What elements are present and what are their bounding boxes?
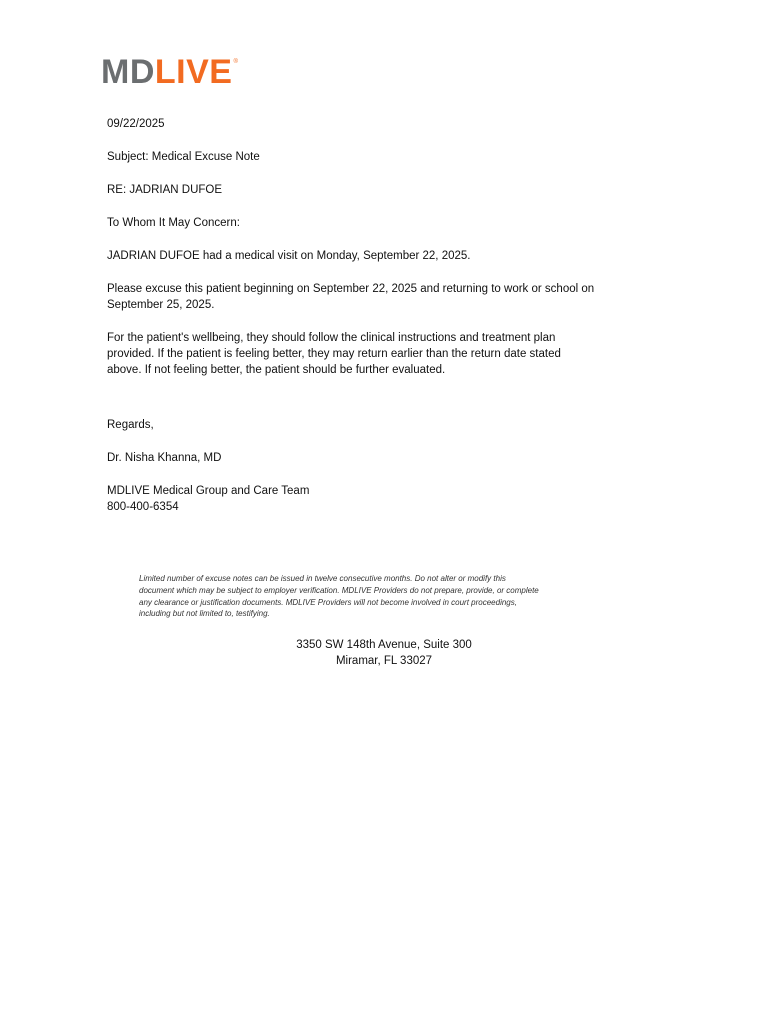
disclaimer-text (139, 573, 633, 620)
letter-date: 09/22/2025 (107, 118, 165, 130)
company-address (0, 637, 768, 669)
disclaimer-line: Limited number of excuse notes can be issued in twelve consecutive months. Do not alter or modify this (139, 574, 506, 583)
letter-excuse-paragraph (107, 281, 667, 313)
letter-salutation: To Whom It May Concern: (107, 217, 240, 229)
disclaimer-line: any clearance or justification documents. MDLIVE Providers will not become involved in court proceedings, (139, 597, 517, 607)
address-street: 3350 SW 148th Avenue, Suite 300 (296, 639, 472, 651)
excuse-line: Please excuse this patient beginning on September 22, 2025 and returning to work or school on (107, 283, 595, 295)
letter-subject: Subject: Medical Excuse Note (107, 151, 260, 163)
letter-closing: Regards, (107, 419, 154, 431)
mdlive-logo (101, 54, 238, 90)
disclaimer-line: including but not limited to, testifying. (139, 609, 270, 619)
contact-phone: 800-400-6354 (107, 501, 179, 513)
excuse-line: September 25, 2025. (107, 299, 215, 311)
wellbeing-line: provided. If the patient is feeling better, they may return earlier than the return date stated (107, 348, 561, 360)
letter-signature-block (107, 483, 667, 515)
logo-registered-mark: ® (233, 59, 239, 65)
letter-wellbeing-paragraph (107, 330, 667, 378)
letter-re: RE: JADRIAN DUFOE (107, 184, 223, 196)
spacer (107, 395, 667, 417)
address-city: Miramar, FL 33027 (335, 655, 433, 667)
logo-live-text: LIVE (154, 53, 233, 91)
letter-doctor-name: Dr. Nisha Khanna, MD (107, 452, 222, 464)
wellbeing-line: For the patient's wellbeing, they should follow the clinical instructions and treatment plan (107, 332, 556, 344)
logo-md-text: MD (101, 53, 155, 91)
disclaimer-line: document which may be subject to employer verification. MDLIVE Providers do not prepare, provide, or complete (139, 585, 539, 595)
wellbeing-line: above. If not feeling better, the patient should be further evaluated. (107, 364, 446, 376)
letter-body (107, 116, 667, 532)
letter-visit-statement: JADRIAN DUFOE had a medical visit on Monday, September 22, 2025. (107, 250, 471, 262)
care-team-name: MDLIVE Medical Group and Care Team (107, 485, 310, 497)
